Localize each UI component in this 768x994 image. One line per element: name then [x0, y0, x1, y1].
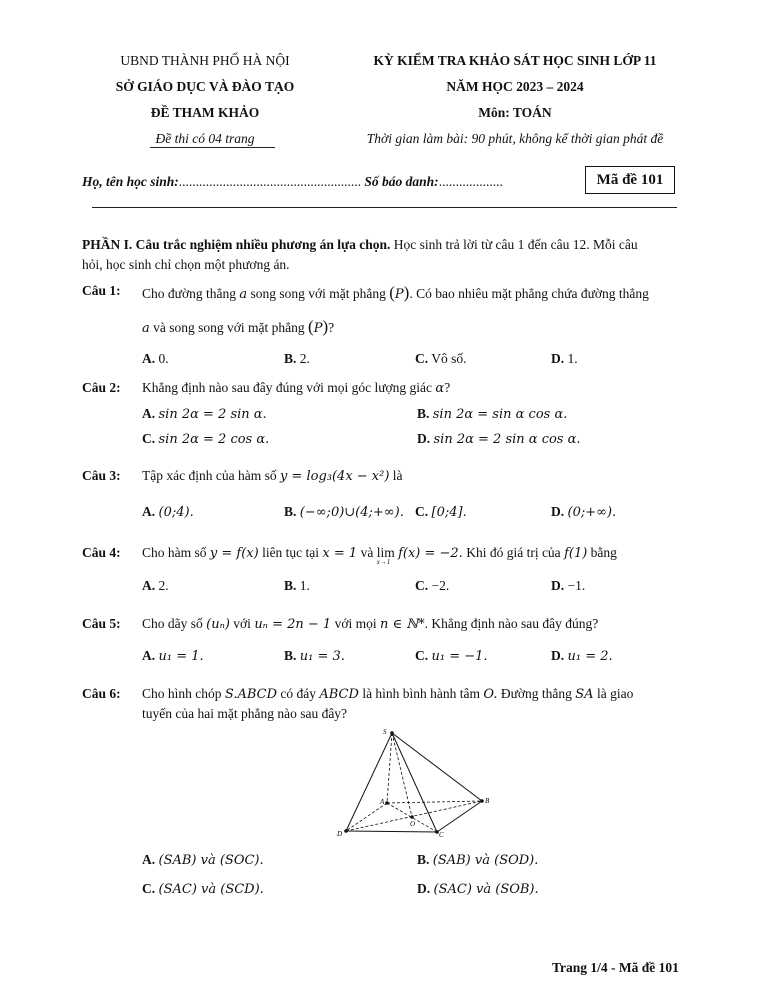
- pyramid-figure: [330, 725, 500, 840]
- question-4-option-b[interactable]: B. 1.: [284, 578, 310, 593]
- student-id-label: Số báo danh:: [364, 174, 439, 189]
- question-5-option-a[interactable]: A. u₁ = 1.: [142, 648, 204, 664]
- question-2-label: Câu 2:: [82, 380, 121, 395]
- question-2-option-a[interactable]: A. sin 2α = 2 sin α.: [142, 406, 267, 422]
- question-6-line-1: [142, 686, 633, 702]
- exam-code-box: Mã đề 101: [585, 166, 675, 194]
- question-1-label: Câu 1:: [82, 283, 121, 298]
- question-2-option-c[interactable]: C. sin 2α = 2 cos α.: [142, 431, 270, 447]
- header-left-exam-type: ĐỀ THAM KHẢO: [150, 105, 260, 120]
- question-1-option-c[interactable]: C. Vô số.: [415, 351, 467, 366]
- question-2-option-b[interactable]: B. sin 2α = sin α cos α.: [417, 406, 568, 422]
- label-S: S: [383, 728, 387, 736]
- question-6-text-c: là hình bình hành tâm: [362, 686, 481, 701]
- vertex-S: [390, 731, 394, 735]
- question-6-pyramid: S.ABCD: [224, 687, 278, 702]
- question-4-text-e: bằng: [590, 545, 617, 560]
- header-left: [80, 52, 330, 156]
- question-6-center: O.: [483, 687, 498, 702]
- label-D: D: [337, 830, 343, 838]
- part1-heading: [82, 234, 682, 256]
- question-3-option-b[interactable]: B. (−∞;0)∪(4;+∞).: [284, 504, 404, 520]
- label-C: C: [439, 831, 444, 839]
- question-4-f1: f(1): [564, 546, 588, 561]
- question-3-formula: y = log₃(4x − x²): [279, 469, 390, 484]
- vertex-D: [344, 829, 348, 833]
- header-right-exam-title: KỲ KIỂM TRA KHẢO SÁT HỌC SINH LỚP 11: [373, 53, 657, 68]
- question-1-plane: P: [394, 287, 404, 302]
- question-4-lim: lim: [376, 545, 395, 560]
- question-5-text-c: với mọi: [334, 616, 377, 631]
- edge-AB-hidden: [387, 801, 482, 803]
- question-6-option-d[interactable]: D. (SAC) và (SOB).: [417, 881, 539, 897]
- question-4-option-c[interactable]: C. −2.: [415, 578, 450, 593]
- header-right-school-year: NĂM HỌC 2023 – 2024: [446, 79, 584, 94]
- question-6-line: SA: [575, 687, 594, 702]
- question-3-text: Tập xác định của hàm số: [142, 468, 277, 483]
- question-5-seq: (uₙ): [206, 617, 230, 632]
- part1-title: PHẦN I. Câu trắc nghiệm nhiều phương án lựa chọn.: [82, 237, 391, 252]
- question-1-text-a: Cho đường thẳng: [142, 286, 236, 301]
- question-2-stem: [142, 380, 450, 396]
- question-4-lim-val: f(x) = −2.: [398, 546, 463, 561]
- question-4-option-d[interactable]: D. −1.: [551, 578, 586, 593]
- question-1-line-2: a và song song với mặt phẳng (P)?: [142, 317, 335, 336]
- question-2-var: α: [435, 381, 445, 396]
- question-4-stem: [142, 545, 617, 566]
- page-footer: Trang 1/4 - Mã đề 101: [552, 960, 679, 975]
- question-5-text-a: Cho dãy số: [142, 616, 203, 631]
- header-divider-short: [150, 147, 275, 148]
- question-3-end: là: [392, 468, 403, 483]
- question-1-text-c: . Có bao nhiêu mặt phẳng chứa đường thẳng: [409, 286, 649, 301]
- header-left-department: SỞ GIÁO DỤC VÀ ĐÀO TẠO: [115, 79, 295, 94]
- question-5-text-b: với: [233, 616, 251, 631]
- question-6-text-a: Cho hình chóp: [142, 686, 222, 701]
- question-6-option-c[interactable]: C. (SAC) và (SCD).: [142, 881, 264, 897]
- question-1-line-1: Cho đường thẳng a song song với mặt phẳng (P). Có bao nhiêu mặt phẳng chứa đường thẳng: [142, 283, 649, 302]
- question-3-option-c[interactable]: C. [0;4].: [415, 504, 467, 520]
- edge-SD: [346, 733, 392, 831]
- question-4-label: Câu 4:: [82, 545, 121, 560]
- header-divider-long: [92, 207, 677, 208]
- student-info-line: [82, 174, 503, 190]
- question-4-text-d: Khi đó giá trị của: [466, 545, 561, 560]
- question-1-text-e: ?: [328, 320, 335, 335]
- question-4-text-b: liên tục tại: [262, 545, 320, 560]
- part1-instruction-1: Học sinh trả lời từ câu 1 đến câu 12. Mỗi câu: [390, 237, 638, 252]
- question-5-cond: n ∈ ℕ*: [379, 617, 425, 632]
- question-5-formula: uₙ = 2n − 1: [254, 617, 332, 632]
- label-B: B: [485, 797, 490, 805]
- question-6-text-b: có đáy: [280, 686, 316, 701]
- question-6-line-2: tuyến của hai mặt phẳng nào sau đây?: [142, 706, 348, 721]
- question-3-stem: [142, 468, 403, 484]
- edge-SA-hidden: [387, 733, 392, 803]
- question-1-option-b[interactable]: B. 2.: [284, 351, 310, 366]
- question-6-label: Câu 6:: [82, 686, 121, 701]
- question-1-text-d: và song song với mặt phẳng: [153, 320, 305, 335]
- question-6-text-d: Đường thẳng: [500, 686, 572, 701]
- label-O: O: [410, 820, 416, 828]
- student-name-field[interactable]: ......................................................: [178, 174, 362, 189]
- question-4-text-a: Cho hàm số: [142, 545, 207, 560]
- question-5-option-d[interactable]: D. u₁ = 2.: [551, 648, 613, 664]
- question-3-option-a[interactable]: A. (0;4).: [142, 504, 194, 520]
- part1-instruction-2: hỏi, học sinh chỉ chọn một phương án.: [82, 257, 290, 272]
- question-5-stem: [142, 616, 598, 632]
- question-1-option-d[interactable]: D. 1.: [551, 351, 578, 366]
- question-5-text-d: . Khẳng định nào sau đây đúng?: [424, 616, 599, 631]
- label-A: A: [380, 798, 385, 806]
- question-4-lim-sub: x→1: [376, 558, 391, 566]
- student-id-field[interactable]: ...................: [438, 174, 503, 189]
- question-4-limit: [376, 545, 395, 566]
- question-5-option-c[interactable]: C. u₁ = −1.: [415, 648, 488, 664]
- header-right-duration: Thời gian làm bài: 90 phút, không kể thời gian phát đề: [366, 131, 664, 146]
- header-left-page-count: Đề thi có 04 trang: [155, 131, 255, 146]
- question-2-text: Khẳng định nào sau đây đúng với mọi góc lượng giác: [142, 380, 433, 395]
- header-right: [345, 52, 685, 156]
- question-1-text-b: song song với mặt phẳng: [250, 286, 386, 301]
- question-6-option-a[interactable]: A. (SAB) và (SOC).: [142, 852, 264, 868]
- vertex-A: [385, 801, 389, 805]
- vertex-O: [410, 815, 414, 819]
- question-3-label: Câu 3:: [82, 468, 121, 483]
- vertex-B: [480, 799, 484, 803]
- question-1-option-a[interactable]: A. 0.: [142, 351, 169, 366]
- question-1-var-a: a: [239, 287, 248, 302]
- question-2-option-d[interactable]: D. sin 2α = 2 sin α cos α.: [417, 431, 581, 447]
- header-left-city: UBND THÀNH PHỐ HÀ NỘI: [120, 53, 290, 68]
- question-1-var-a2: a: [142, 321, 150, 336]
- edge-SC: [392, 733, 437, 832]
- question-1-plane2: P: [313, 321, 323, 336]
- student-name-label: Họ, tên học sinh:: [82, 174, 179, 189]
- question-4-func: y = f(x): [209, 546, 259, 561]
- question-2-end: ?: [444, 380, 451, 395]
- question-6-option-b[interactable]: B. (SAB) và (SOD).: [417, 852, 539, 868]
- question-5-option-b[interactable]: B. u₁ = 3.: [284, 648, 345, 664]
- edge-DC: [346, 831, 437, 832]
- question-3-option-d[interactable]: D. (0;+∞).: [551, 504, 617, 520]
- question-6-text-e: là giao: [596, 686, 634, 701]
- header-right-subject: Môn: TOÁN: [478, 105, 552, 120]
- question-4-text-c: và: [360, 545, 374, 560]
- question-5-label: Câu 5:: [82, 616, 121, 631]
- edge-SB: [392, 733, 482, 801]
- question-4-option-a[interactable]: A. 2.: [142, 578, 169, 593]
- question-4-point: x = 1: [322, 546, 358, 561]
- question-6-base: ABCD: [319, 687, 359, 702]
